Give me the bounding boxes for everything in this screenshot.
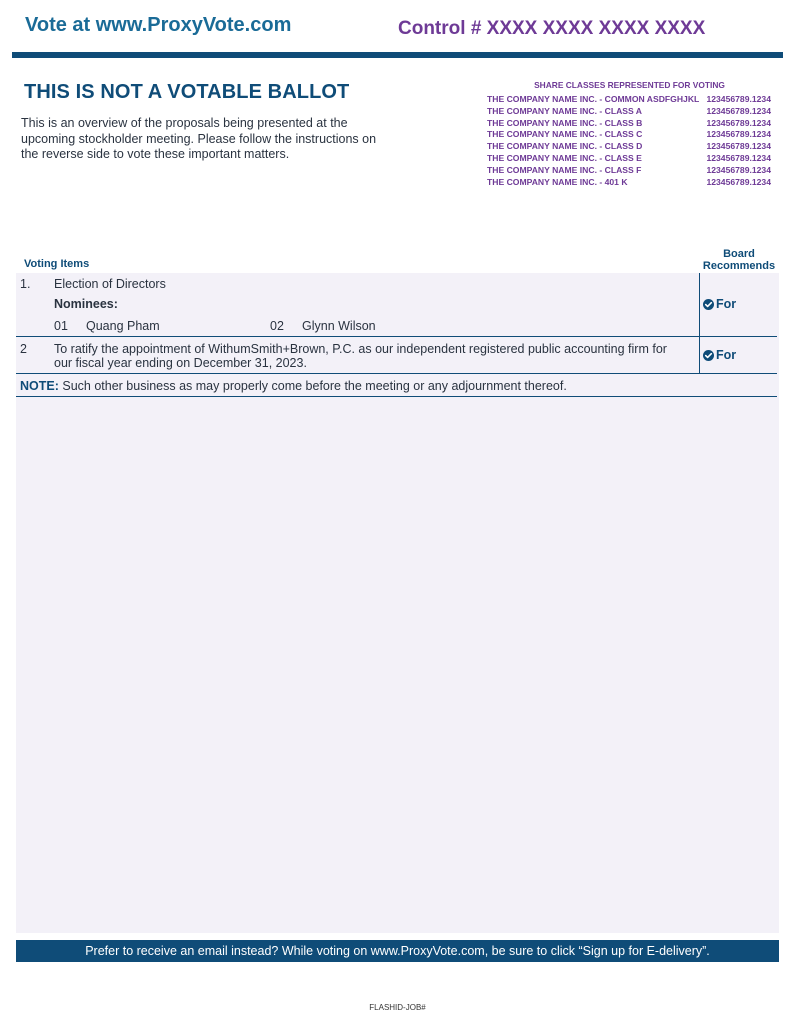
note-divider bbox=[16, 396, 777, 397]
header-divider bbox=[12, 52, 783, 58]
share-class-number: 123456789.1234 bbox=[706, 176, 771, 187]
share-class-row bbox=[487, 141, 771, 153]
share-class-row bbox=[487, 165, 771, 177]
recommendation-label: For bbox=[716, 348, 737, 362]
share-class-row bbox=[487, 94, 771, 106]
item-title: Election of Directors bbox=[54, 277, 166, 291]
share-class-number: 123456789.1234 bbox=[706, 129, 771, 140]
board-header-line: Recommends bbox=[702, 260, 776, 272]
check-circle-icon bbox=[703, 299, 714, 310]
job-id: FLASHID-JOB# bbox=[369, 1003, 426, 1012]
notice-body-line: This is an overview of the proposals being presented at the bbox=[21, 116, 348, 130]
edelivery-banner bbox=[16, 940, 779, 962]
share-class-row bbox=[487, 177, 771, 189]
note-line bbox=[20, 379, 567, 393]
share-class-row bbox=[487, 153, 771, 165]
edelivery-text: Prefer to receive an email instead? While voting on www.ProxyVote.com, be sure to click “Sign up for E-delivery”. bbox=[85, 944, 710, 958]
share-classes-block bbox=[487, 80, 777, 188]
nominee-number: 01 bbox=[54, 319, 68, 333]
item-description-line: our fiscal year ending on December 31, 2023. bbox=[54, 356, 307, 370]
notice-body-line: upcoming stockholder meeting. Please follow the instructions on bbox=[21, 131, 377, 146]
share-class-name: THE COMPANY NAME INC. - COMMON ASDFGHJKL bbox=[487, 94, 700, 104]
share-class-number: 123456789.1234 bbox=[706, 141, 771, 152]
share-class-number: 123456789.1234 bbox=[706, 152, 771, 163]
nominees-label: Nominees: bbox=[54, 297, 118, 311]
item1-recommendation bbox=[703, 297, 736, 311]
item-description-line: To ratify the appointment of WithumSmith+Brown, P.C. as our independent registered public accounting firm for bbox=[54, 342, 667, 356]
item-number: 2 bbox=[20, 342, 27, 356]
share-class-number: 123456789.1234 bbox=[706, 164, 771, 175]
board-recommends-header bbox=[700, 248, 778, 272]
notice-body-line: the reverse side to vote these important matters. bbox=[21, 147, 290, 161]
row-divider bbox=[16, 336, 777, 337]
share-class-name: THE COMPANY NAME INC. - CLASS D bbox=[487, 141, 643, 152]
share-class-name: THE COMPANY NAME INC. - 401 K bbox=[487, 176, 628, 187]
share-class-name: THE COMPANY NAME INC. - CLASS A bbox=[487, 105, 643, 116]
note-text: Such other business as may properly come before the meeting or any adjournment thereof. bbox=[58, 379, 567, 393]
share-classes-title: SHARE CLASSES REPRESENTED FOR VOTING bbox=[534, 80, 725, 90]
share-class-name: THE COMPANY NAME INC. - CLASS B bbox=[487, 117, 643, 128]
control-number: Control # XXXX XXXX XXXX XXXX bbox=[398, 18, 706, 39]
proxyvote-url-heading: Vote at www.ProxyVote.com bbox=[25, 14, 292, 36]
recommendation-label: For bbox=[716, 297, 737, 311]
share-class-name: THE COMPANY NAME INC. - CLASS F bbox=[487, 164, 642, 175]
share-class-name: THE COMPANY NAME INC. - CLASS E bbox=[487, 152, 642, 163]
recommend-column-divider bbox=[699, 273, 700, 374]
item2-recommendation bbox=[703, 348, 736, 362]
notice-body bbox=[21, 116, 391, 163]
share-class-number: 123456789.1234 bbox=[706, 105, 771, 116]
nominee-name: Quang Pham bbox=[86, 319, 160, 333]
check-circle-icon bbox=[703, 350, 714, 361]
note-label: NOTE: bbox=[20, 379, 59, 393]
nominee-name: Glynn Wilson bbox=[302, 319, 376, 333]
item-number: 1. bbox=[20, 277, 31, 291]
share-class-row bbox=[487, 106, 771, 118]
board-header-line: Board bbox=[723, 248, 755, 260]
share-class-row bbox=[487, 129, 771, 141]
share-class-name: THE COMPANY NAME INC. - CLASS C bbox=[487, 129, 643, 140]
item-description bbox=[54, 342, 667, 370]
row-divider bbox=[16, 373, 777, 374]
notice-title: THIS IS NOT A VOTABLE BALLOT bbox=[24, 81, 350, 103]
nominee-number: 02 bbox=[270, 319, 284, 333]
share-class-row bbox=[487, 118, 771, 130]
voting-items-header: Voting Items bbox=[24, 258, 90, 270]
voting-items-panel bbox=[16, 273, 779, 933]
share-class-number: 123456789.1234 bbox=[706, 117, 771, 128]
share-class-number: 123456789.1234 bbox=[706, 94, 771, 104]
